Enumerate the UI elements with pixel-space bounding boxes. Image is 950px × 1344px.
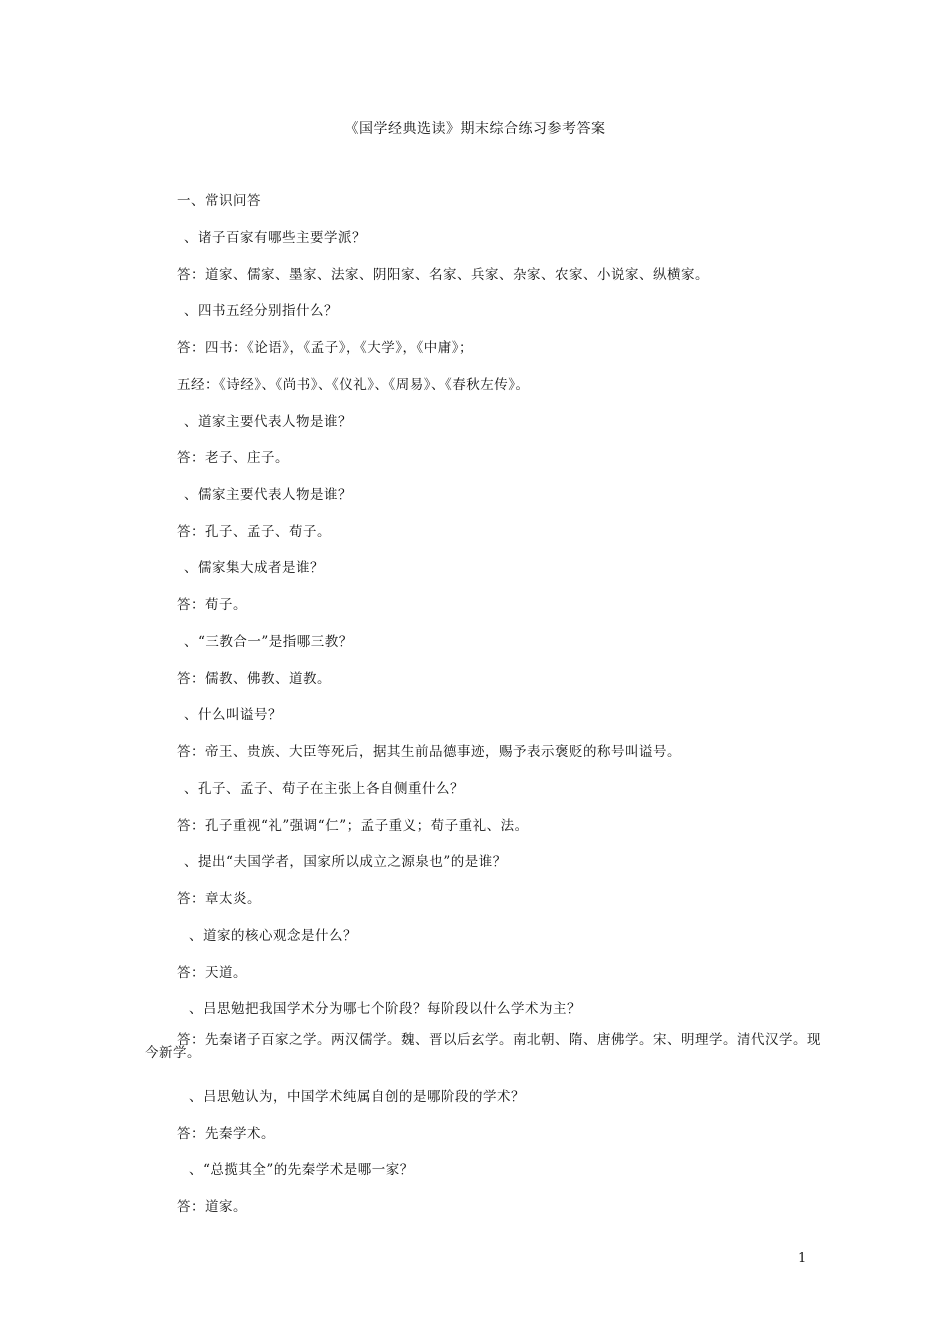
answer-13: 答：道家。 bbox=[177, 1199, 247, 1215]
section-heading: 一、常识问答 bbox=[177, 193, 261, 209]
question-12: 、吕思勉认为，中国学术纯属自创的是哪阶段的学术？ bbox=[189, 1089, 525, 1105]
question-1: 、诸子百家有哪些主要学派？ bbox=[184, 230, 366, 246]
answer-6: 答：儒教、佛教、道教。 bbox=[177, 671, 331, 687]
question-9: 、提出“夫国学者，国家所以成立之源泉也”的是谁？ bbox=[184, 854, 507, 870]
answer-7: 答：帝王、贵族、大臣等死后，据其生前品德事迹，赐予表示褒贬的称号叫谥号。 bbox=[177, 744, 681, 760]
answer-8: 答：孔子重视“礼”强调“仁”；孟子重义；荀子重礼、法。 bbox=[177, 818, 529, 834]
answer-2-line-2: 五经：《诗经》、《尚书》、《仪礼》、《周易》、《春秋左传》。 bbox=[177, 377, 530, 393]
answer-5: 答：荀子。 bbox=[177, 597, 247, 613]
question-8: 、孔子、孟子、荀子在主张上各自侧重什么？ bbox=[184, 781, 464, 797]
question-10: 、道家的核心观念是什么？ bbox=[189, 928, 357, 944]
answer-4: 答：孔子、孟子、荀子。 bbox=[177, 524, 331, 540]
document-title: 《国学经典选读》期末综合练习参考答案 bbox=[344, 121, 606, 137]
question-13: 、“总揽其全”的先秦学术是哪一家？ bbox=[189, 1162, 414, 1178]
question-3: 、道家主要代表人物是谁？ bbox=[184, 414, 352, 430]
question-7: 、什么叫谥号？ bbox=[184, 707, 282, 723]
page-number: 1 bbox=[798, 1251, 807, 1266]
question-6: 、“三教合一”是指哪三教？ bbox=[184, 634, 353, 650]
answer-10: 答：天道。 bbox=[177, 965, 247, 981]
answer-12: 答：先秦学术。 bbox=[177, 1126, 275, 1142]
question-4: 、儒家主要代表人物是谁？ bbox=[184, 487, 352, 503]
answer-11: 答：先秦诸子百家之学。两汉儒学。魏、晋以后玄学。南北朝、隋、唐佛学。宋、明理学。清代汉学。现今新学。 bbox=[145, 1032, 821, 1061]
question-2: 、四书五经分别指什么？ bbox=[184, 303, 338, 319]
question-11: 、吕思勉把我国学术分为哪七个阶段？每阶段以什么学术为主？ bbox=[189, 1001, 581, 1017]
answer-9: 答：章太炎。 bbox=[177, 891, 261, 907]
answer-2: 答：四书：《论语》，《孟子》，《大学》，《中庸》； bbox=[177, 340, 473, 356]
answer-1: 答：道家、儒家、墨家、法家、阴阳家、名家、兵家、杂家、农家、小说家、纵横家。 bbox=[177, 267, 709, 283]
answer-3: 答：老子、庄子。 bbox=[177, 450, 289, 466]
question-5: 、儒家集大成者是谁？ bbox=[184, 560, 324, 576]
